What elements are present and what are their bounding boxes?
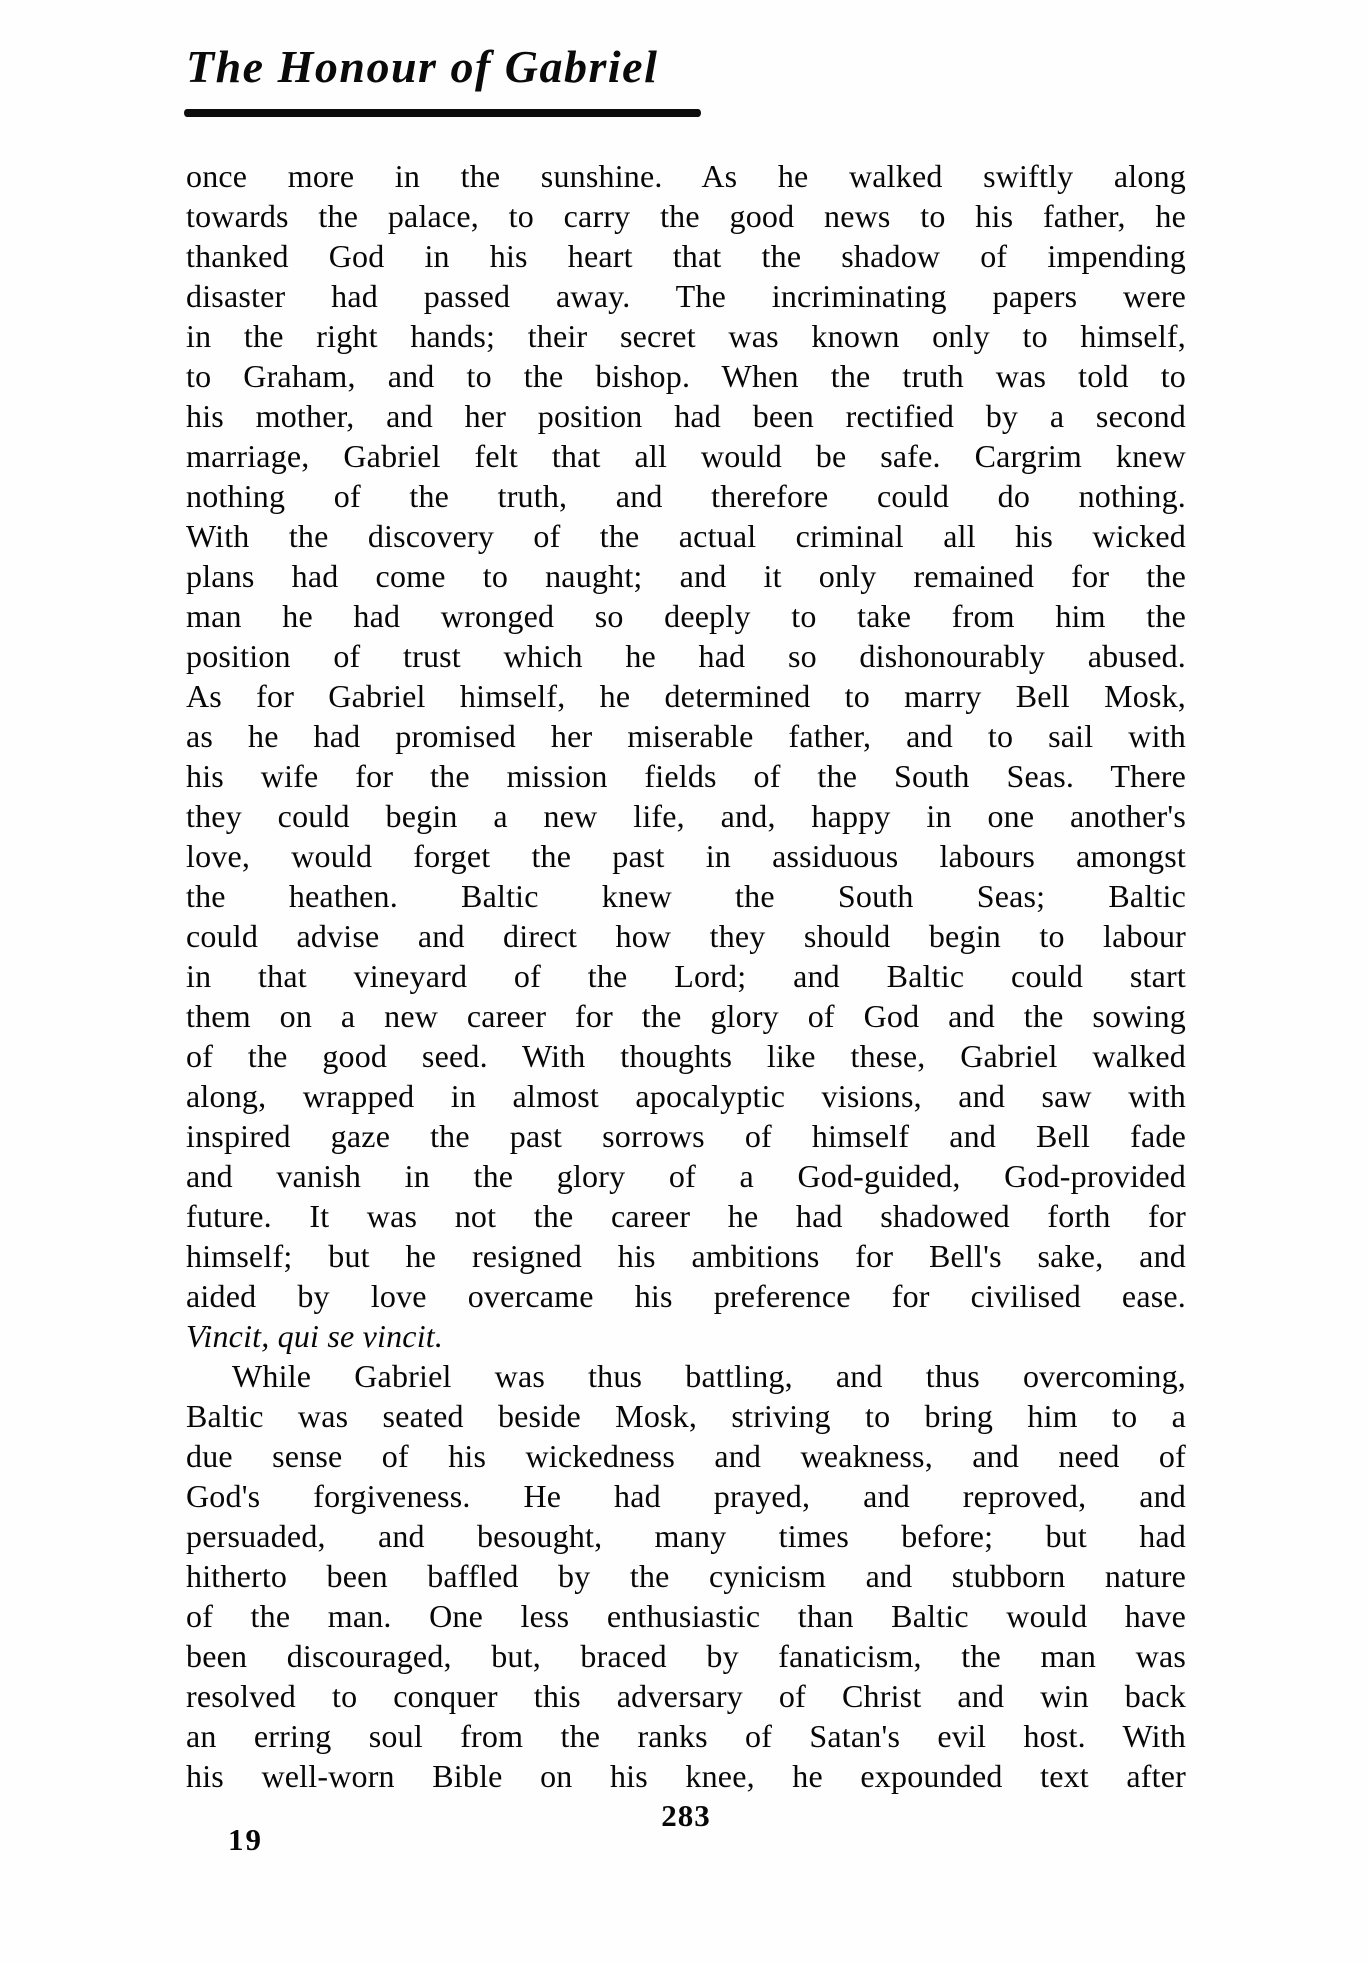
text-line: his well-worn Bible on his knee, he expounded text after	[186, 1758, 1186, 1794]
text-line: plans had come to naught; and it only remained for the	[186, 558, 1186, 594]
text-line: himself; but he resigned his ambitions for Bell's sake, and	[186, 1238, 1186, 1274]
text-line: inspired gaze the past sorrows of himself and Bell fade	[186, 1118, 1186, 1154]
text-line: in that vineyard of the Lord; and Baltic could start	[186, 958, 1186, 994]
text-line: nothing of the truth, and therefore could do nothing.	[186, 478, 1186, 514]
text-line: to Graham, and to the bishop. When the truth was told to	[186, 358, 1186, 394]
text-line: of the man. One less enthusiastic than Baltic would have	[186, 1598, 1186, 1634]
text-line: due sense of his wickedness and weakness, and need of	[186, 1438, 1186, 1474]
text-line: God's forgiveness. He had prayed, and reproved, and	[186, 1478, 1186, 1514]
text-line: his wife for the mission fields of the South Seas. There	[186, 758, 1186, 794]
text-line: towards the palace, to carry the good news to his father, he	[186, 198, 1186, 234]
page-number: 283	[661, 1798, 711, 1833]
text-line: along, wrapped in almost apocalyptic visions, and saw with	[186, 1078, 1186, 1114]
text-line: As for Gabriel himself, he determined to marry Bell Mosk,	[186, 678, 1186, 714]
text-line: they could begin a new life, and, happy in one another's	[186, 798, 1186, 834]
text-line: While Gabriel was thus battling, and thus overcoming,	[232, 1358, 1186, 1394]
text-line: disaster had passed away. The incriminating papers were	[186, 278, 1186, 314]
text-line: aided by love overcame his preference for civilised ease.	[186, 1278, 1186, 1314]
text-line: Baltic was seated beside Mosk, striving to bring him to a	[186, 1398, 1186, 1434]
text-line: marriage, Gabriel felt that all would be safe. Cargrim knew	[186, 438, 1186, 474]
text-line: once more in the sunshine. As he walked swiftly along	[186, 158, 1186, 194]
text-line: Vincit, qui se vincit.	[186, 1318, 444, 1354]
text-line: of the good seed. With thoughts like these, Gabriel walked	[186, 1038, 1186, 1074]
signature-mark: 19	[228, 1822, 263, 1857]
text-line: future. It was not the career he had shadowed forth for	[186, 1198, 1186, 1234]
text-line: in the right hands; their secret was known only to himself,	[186, 318, 1186, 354]
text-line: position of trust which he had so dishonourably abused.	[186, 638, 1186, 674]
text-line: an erring soul from the ranks of Satan's evil host. With	[186, 1718, 1186, 1754]
text-line: With the discovery of the actual criminal all his wicked	[186, 518, 1186, 554]
text-line: been discouraged, but, braced by fanaticism, the man was	[186, 1638, 1186, 1674]
text-line: them on a new career for the glory of God and the sowing	[186, 998, 1186, 1034]
text-line: resolved to conquer this adversary of Christ and win back	[186, 1678, 1186, 1714]
text-line: as he had promised her miserable father, and to sail with	[186, 718, 1186, 754]
text-line: persuaded, and besought, many times before; but had	[186, 1518, 1186, 1554]
body-text-column	[186, 156, 1186, 1796]
header-rule	[184, 109, 701, 117]
text-line: love, would forget the past in assiduous labours amongst	[186, 838, 1186, 874]
text-line: his mother, and her position had been rectified by a second	[186, 398, 1186, 434]
text-line: hitherto been baffled by the cynicism and stubborn nature	[186, 1558, 1186, 1594]
running-head-title: The Honour of Gabriel	[186, 41, 659, 92]
text-line: could advise and direct how they should begin to labour	[186, 918, 1186, 954]
text-line: thanked God in his heart that the shadow of impending	[186, 238, 1186, 274]
text-line: the heathen. Baltic knew the South Seas; Baltic	[186, 878, 1186, 914]
text-line: and vanish in the glory of a God-guided, God-provided	[186, 1158, 1186, 1194]
text-line: man he had wronged so deeply to take from him the	[186, 598, 1186, 634]
